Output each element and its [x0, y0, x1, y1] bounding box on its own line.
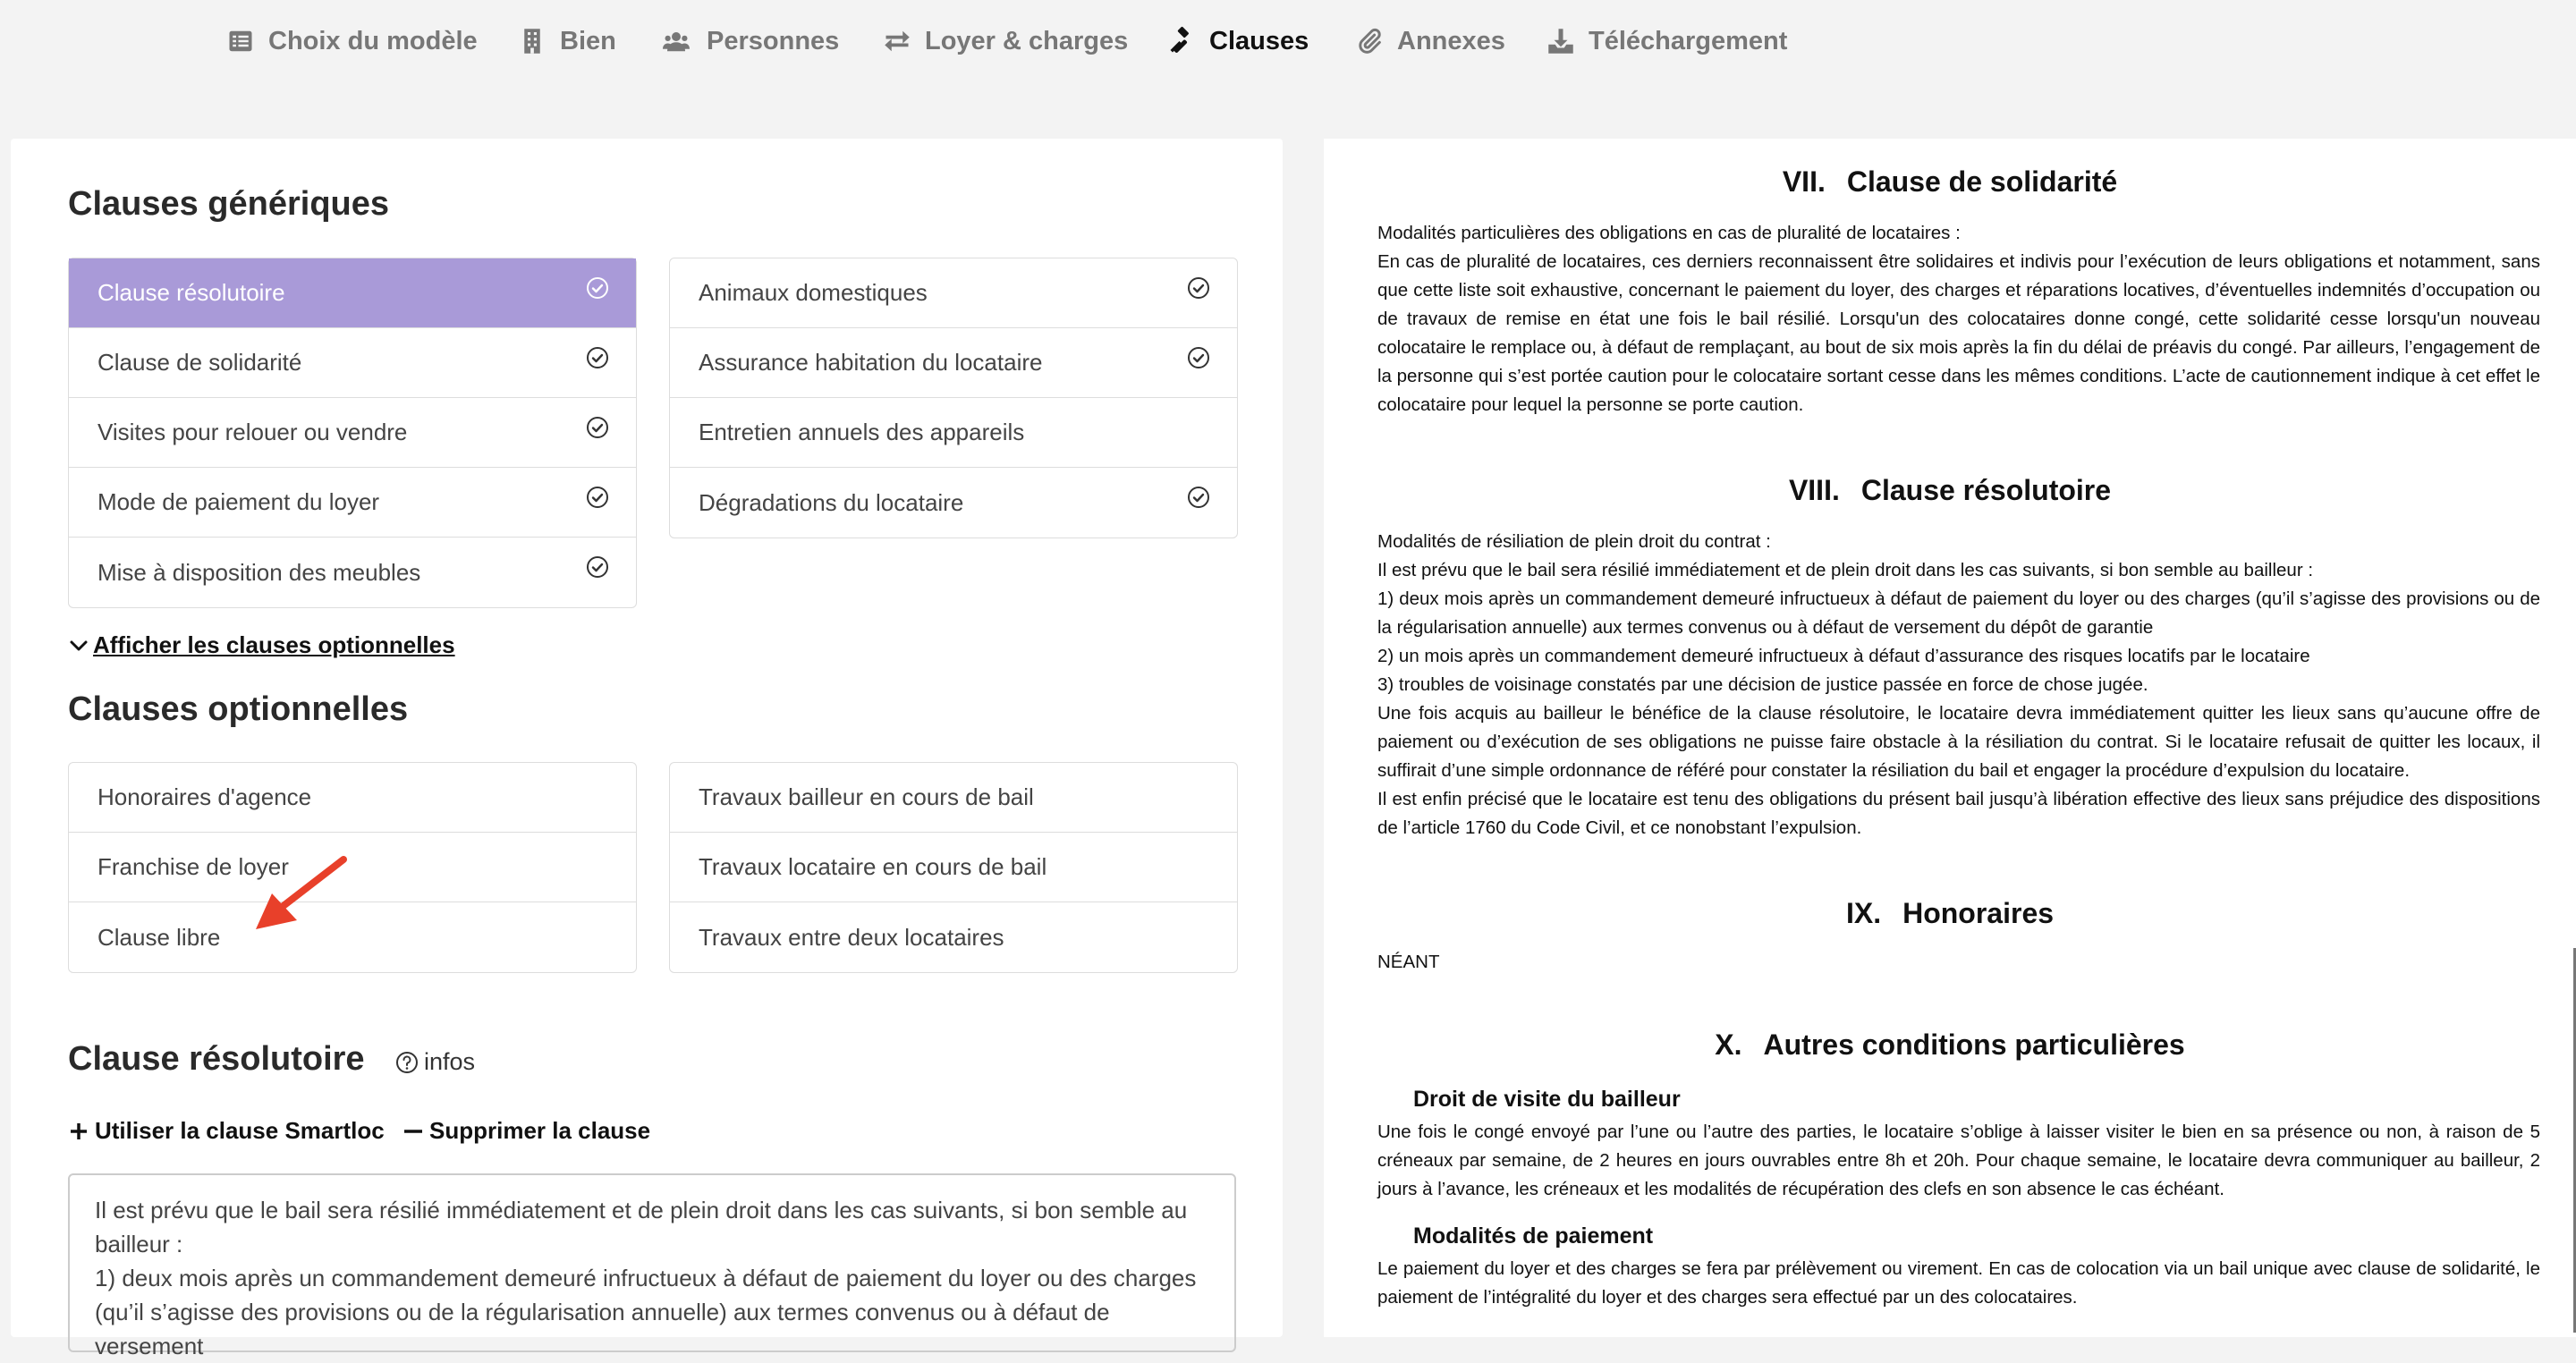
doc-paragraph: Modalités de résiliation de plein droit du contrat :	[1377, 531, 1771, 552]
section-title: Clause résolutoire	[1860, 474, 2112, 506]
clause-label: Clause de solidarité	[97, 349, 302, 376]
optional-clauses-list-right	[669, 762, 1238, 973]
clause-label: Mode de paiement du loyer	[97, 488, 380, 515]
section-title: Autres conditions particulières	[1763, 1029, 2185, 1061]
users-icon	[660, 28, 692, 55]
action-label: Supprimer la clause	[429, 1117, 651, 1144]
chevron-down-icon	[68, 635, 89, 656]
clause-item-assurance[interactable]	[670, 328, 1237, 398]
section-title: Clause de solidarité	[1846, 165, 2118, 198]
generic-clauses-title: Clauses génériques	[68, 185, 390, 223]
clause-item-entretien[interactable]	[670, 398, 1237, 468]
section-body-solidarite	[1377, 219, 2540, 419]
clause-label: Travaux bailleur en cours de bail	[699, 783, 1034, 810]
clause-item-degradations[interactable]	[670, 468, 1237, 538]
nav-clauses[interactable]	[1168, 23, 1309, 59]
action-label: Utiliser la clause Smartloc	[95, 1117, 385, 1144]
section-heading-autres-conditions	[1324, 1029, 2576, 1062]
help-circle-icon	[395, 1051, 419, 1074]
lease-preview	[1324, 139, 2576, 1337]
optional-item-clause-libre[interactable]	[69, 902, 636, 972]
subsection-title-modalites-paiement: Modalités de paiement	[1413, 1223, 1654, 1249]
download-icon	[1547, 28, 1574, 55]
section-heading-solidarite	[1324, 165, 2576, 199]
clauses-panel	[11, 139, 1283, 1359]
doc-paragraph: 2) un mois après un commandement demeuré infructueux à défaut d’assurance des risques locatifs par le locataire	[1377, 646, 2310, 666]
nav-telechargement[interactable]	[1547, 23, 1787, 59]
optional-item-honoraires[interactable]	[69, 763, 636, 833]
nav-annexes[interactable]	[1356, 23, 1505, 59]
clause-item-mode-paiement[interactable]	[69, 468, 636, 538]
clause-label: Franchise de loyer	[97, 853, 289, 880]
nav-label: Choix du modèle	[268, 26, 478, 55]
doc-paragraph: Modalités particulières des obligations en cas de pluralité de locataires :	[1377, 223, 1961, 243]
clause-item-visites[interactable]	[69, 398, 636, 468]
doc-paragraph: Une fois acquis au bailleur le bénéfice de la clause résolutoire, le locataire devra immédiatement quitter les lieux sans qu’aucune offre de paiement ou d’exécution de ses obligations ne puisse faire obstacle à la résiliation du contrat. Si le locataire refusait de quitter les locaux, il suffirait d’une simple ordonnance de référé pour constater la résiliation du bail et engager la procédure d’expulsion du locataire.	[1377, 703, 2540, 781]
optional-item-travaux-locataire[interactable]	[670, 833, 1237, 902]
subsection-body-modalites-paiement: Le paiement du loyer et des charges se fera par prélèvement ou virement. En cas de colocation via un bail unique avec clause de solidarité, le paiement de l’intégralité du loyer et des charges sera effectué par un des colocataires.	[1377, 1258, 2540, 1308]
infos-link[interactable]	[395, 1048, 475, 1076]
section-heading-resolutoire	[1324, 474, 2576, 507]
doc-paragraph: Il est prévu que le bail sera résilié immédiatement et de plein droit dans les cas suivants, si bon semble au bailleur :	[1377, 560, 2314, 580]
optional-item-franchise[interactable]	[69, 833, 636, 902]
section-body-honoraires	[1377, 948, 2540, 977]
optional-clauses-title: Clauses optionnelles	[68, 690, 409, 728]
optional-item-travaux-bailleur[interactable]	[670, 763, 1237, 833]
section-body-resolutoire	[1377, 528, 2540, 842]
list-icon	[227, 28, 254, 55]
use-smartloc-clause-button[interactable]	[68, 1117, 385, 1145]
step-navigation	[0, 0, 2576, 80]
minus-icon	[402, 1121, 424, 1142]
show-optional-clauses-link[interactable]	[68, 631, 455, 659]
nav-label: Loyer & charges	[925, 26, 1129, 55]
clause-item-solidarite[interactable]	[69, 328, 636, 398]
clause-label: Travaux entre deux locataires	[699, 923, 1004, 951]
doc-paragraph: NÉANT	[1377, 952, 1440, 972]
clause-label: Visites pour relouer ou vendre	[97, 419, 408, 445]
clause-item-animaux[interactable]	[670, 258, 1237, 328]
clause-editor-title: Clause résolutoire	[68, 1040, 365, 1078]
check-circle-icon	[1187, 486, 1210, 509]
section-number: VII.	[1782, 165, 1826, 198]
clause-text-editor[interactable]	[68, 1173, 1236, 1359]
check-circle-icon	[1187, 346, 1210, 369]
section-number: IX.	[1845, 897, 1882, 929]
infos-label: infos	[424, 1048, 476, 1075]
check-circle-icon	[586, 416, 609, 439]
generic-clauses-list-right	[669, 258, 1238, 538]
paperclip-icon	[1356, 28, 1383, 55]
building-icon	[519, 28, 546, 55]
red-arrow-annotation	[250, 854, 349, 944]
delete-clause-button[interactable]	[402, 1117, 650, 1145]
check-circle-icon	[586, 276, 609, 300]
section-number: VIII.	[1788, 474, 1840, 506]
section-heading-honoraires	[1324, 897, 2576, 930]
nav-label: Clauses	[1209, 26, 1309, 55]
clause-label: Honoraires d'agence	[97, 783, 312, 810]
clause-label: Dégradations du locataire	[699, 488, 964, 516]
doc-paragraph: 1) deux mois après un commandement demeuré infructueux à défaut de paiement du loyer ou des charges (qu’il s’agisse des provisions ou de la régularisation annuelle) aux termes convenus ou à défaut de versement du dépôt de garantie	[1377, 588, 2540, 638]
nav-label: Annexes	[1397, 26, 1505, 55]
nav-label: Bien	[560, 26, 616, 55]
nav-label: Personnes	[707, 26, 840, 55]
doc-paragraph: En cas de pluralité de locataires, ces derniers reconnaissent être solidaires et indivis pour l’exécution de leurs obligations et notamment, sans que cette liste soit exhaustive, concernant le paiement du loyer, des charges et réparations locatives, d’éventuelles indemnités d’occupation ou de travaux de remise en état une fois le bail résilié. Lorsqu'un des colocataires donne congé, cette solidarité cesse lorsqu'un nouveau colocataire le remplace ou, à défaut de remplaçant, au bout de six mois après la fin du délai de préavis du congé. Par ailleurs, l’engagement de la personne qui s’est portée caution pour le colocataire sortant cesse dans les mêmes conditions. L’acte de cautionnement indique à cet effet le colocataire pour lequel la personne se porte caution.	[1377, 251, 2540, 415]
section-number: X.	[1715, 1029, 1742, 1061]
clause-label: Entretien annuels des appareils	[699, 419, 1025, 445]
clause-item-resolutoire[interactable]	[69, 258, 636, 328]
doc-paragraph: Il est enfin précisé que le locataire est tenu des obligations du présent bail jusqu’à libération effective des lieux sans préjudice des dispositions de l’article 1760 du Code Civil, et ce nonobstant l’expulsion.	[1377, 789, 2540, 838]
clause-label: Clause libre	[97, 923, 221, 951]
check-circle-icon	[1187, 276, 1210, 300]
clause-label: Travaux locataire en cours de bail	[699, 853, 1047, 880]
section-title: Honoraires	[1902, 897, 2055, 929]
check-circle-icon	[586, 346, 609, 369]
clause-label: Animaux domestiques	[699, 279, 928, 306]
nav-label: Téléchargement	[1589, 26, 1788, 55]
clause-label: Mise à disposition des meubles	[97, 558, 421, 586]
clause-text: Il est prévu que le bail sera résilié immédiatement et de plein droit dans les cas suivants, si bon semble au bailleur : 1) deux mois après un commandement demeuré infructueux à défaut de paiement du loyer ou des charges (qu’il s’agisse des provisions ou de la régularisation annuelle) aux termes convenus ou à défaut de versement	[95, 1197, 1197, 1359]
check-circle-icon	[586, 555, 609, 579]
generic-clauses-list-left	[68, 258, 637, 608]
nav-loyer-charges[interactable]	[884, 23, 1128, 59]
doc-paragraph: 3) troubles de voisinage constatés par une décision de justice passée en force de chose jugée.	[1377, 674, 2148, 695]
subsection-title-droit-visite: Droit de visite du bailleur	[1413, 1087, 1681, 1112]
nav-personnes[interactable]	[660, 23, 839, 59]
toggle-label: Afficher les clauses optionnelles	[93, 631, 455, 658]
exchange-icon	[884, 28, 911, 55]
optional-item-travaux-entre[interactable]	[670, 902, 1237, 972]
clause-label: Assurance habitation du locataire	[699, 349, 1043, 376]
nav-choix-modele[interactable]	[227, 23, 478, 59]
clause-item-meubles[interactable]	[69, 538, 636, 607]
check-circle-icon	[586, 486, 609, 509]
optional-clauses-list-left	[68, 762, 637, 973]
clause-label: Clause résolutoire	[97, 279, 285, 306]
plus-icon	[68, 1121, 89, 1142]
subsection-body-droit-visite: Une fois le congé envoyé par l’une ou l’autre des parties, le locataire s’oblige à laisser visiter le bien en sa présence ou non, à raison de 5 créneaux par semaine, de 2 heures en jours ouvrables entre 8h et 20h. Pour chaque semaine, le locataire devra communiquer au bailleur, 2 jours à l’avance, les créneaux et les modalités de récupération des clefs en son absence le cas échéant.	[1377, 1122, 2540, 1199]
gavel-icon	[1168, 28, 1195, 55]
nav-bien[interactable]	[519, 23, 616, 59]
